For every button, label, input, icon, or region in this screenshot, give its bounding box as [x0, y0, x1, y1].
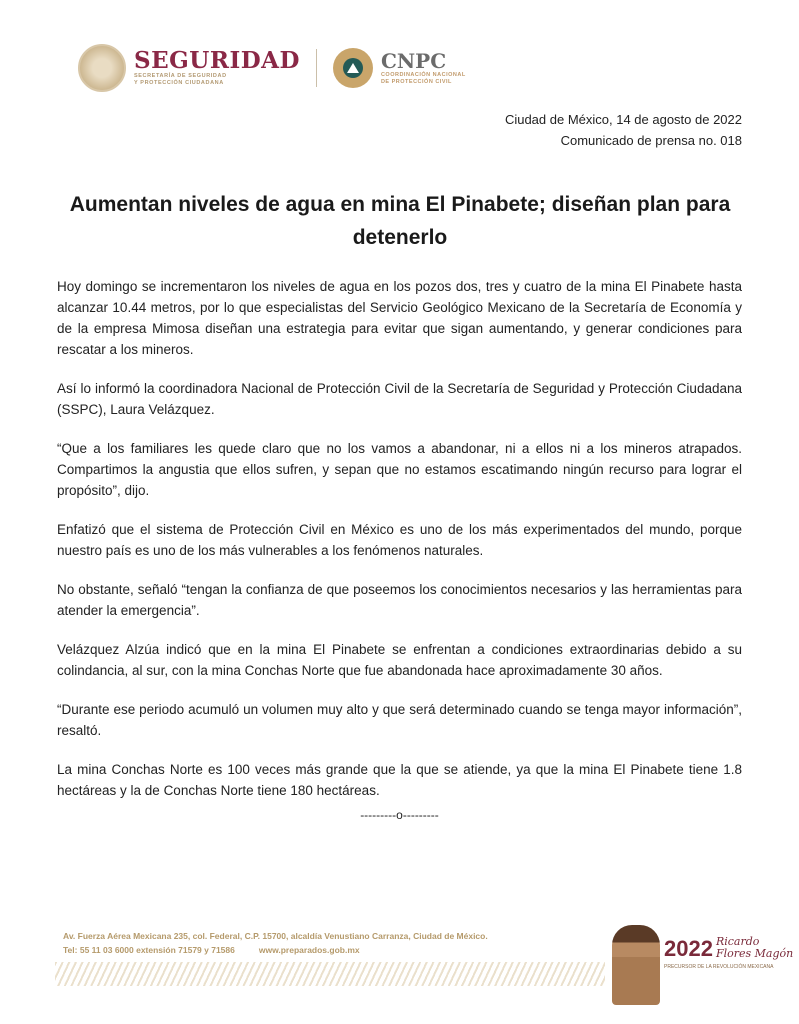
paragraph: “Durante ese periodo acumuló un volumen muy alto y que será determinado cuando se tenga mayor información”, resaltó. — [57, 702, 742, 738]
year-subtitle: PRECURSOR DE LA REVOLUCIÓN MEXICANA — [664, 964, 774, 970]
cnpc-subtitle-1: COORDINACIÓN NACIONAL — [380, 72, 466, 78]
mexico-coat-of-arms-icon — [78, 44, 126, 92]
paragraph: Enfatizó que el sistema de Protección Civil en México es uno de los más experimentados del mundo, porque nuestro país es uno de los más vulnerables a los fenómenos naturales. — [57, 522, 742, 558]
cnpc-emblem-icon — [333, 48, 373, 88]
paragraph: Hoy domingo se incrementaron los niveles de agua en los pozos dos, tres y cuatro de la mina El Pinabete hasta alcanzar 10.44 metros, por lo que especialistas del Servicio Geológico Mexicano de la Secretaría de Economía y de la empresa Mimosa diseñan una estrategia para evitar que sigan aumentando, y generar condiciones para rescatar a los mineros. — [57, 279, 742, 357]
press-release-body — [57, 276, 742, 826]
footer-contact — [63, 929, 488, 957]
seguridad-title: SEGURIDAD — [134, 47, 300, 74]
end-separator: ---------o--------- — [360, 808, 439, 822]
footer-phone: Tel: 55 11 03 6000 extensión 71579 y 71586 — [63, 945, 235, 955]
letterhead — [78, 40, 466, 96]
paragraph: Así lo informó la coordinadora Nacional de Protección Civil de la Secretaría de Seguridad y Protección Ciudadana (SSPC), Laura Velázquez. — [57, 381, 742, 417]
cnpc-subtitle-2: DE PROTECCIÓN CIVIL — [380, 79, 452, 85]
place-date: Ciudad de México, 14 de agosto de 2022 — [504, 112, 742, 127]
seguridad-logo — [134, 49, 300, 87]
press-release-title: Aumentan niveles de agua en mina El Pinabete; diseñan plan para detenerlo — [69, 193, 731, 249]
release-number: Comunicado de prensa no. 018 — [560, 133, 742, 148]
flores-magon-portrait-icon — [612, 925, 660, 1005]
logo-divider — [316, 49, 317, 87]
cnpc-title: CNPC — [380, 49, 447, 73]
paragraph: La mina Conchas Norte es 100 veces más grande que la que se atiende, ya que la mina El Pinabete tiene 1.8 hectáreas y la de Conchas Norte tiene 180 hectáreas. — [57, 762, 742, 798]
year-name: Ricardo Flores Magón — [715, 935, 794, 960]
seguridad-subtitle-2: Y PROTECCIÓN CIUDADANA — [134, 80, 224, 86]
decorative-pattern — [55, 962, 605, 986]
paragraph: Velázquez Alzúa indicó que en la mina El Pinabete se enfrentan a condiciones extraordinarias debido a su colindancia, al sur, con la mina Conchas Norte que fue abandonada hace aproximadamente 30 años. — [57, 642, 742, 678]
year-number: 2022 — [664, 936, 713, 961]
dateline — [505, 109, 742, 151]
footer-website-link[interactable]: www.preparados.gob.mx — [258, 945, 360, 955]
year-logo — [664, 936, 796, 971]
cnpc-logo — [381, 50, 466, 86]
paragraph: No obstante, señaló “tengan la confianza de que poseemos los conocimientos necesarios y las herramientas para atender la emergencia”. — [57, 582, 742, 618]
paragraph: “Que a los familiares les quede claro que no los vamos a abandonar, ni a ellos ni a los mineros atrapados. Compartimos la angustia que ellos sufren, y sepan que no estamos escatimando ningún recurso para lograr el propósito”, dijo. — [57, 441, 742, 498]
footer-address: Av. Fuerza Aérea Mexicana 235, col. Federal, C.P. 15700, alcaldía Venustiano Carranza, Ciudad de México. — [63, 931, 488, 941]
seguridad-subtitle-1: SECRETARÍA DE SEGURIDAD — [134, 73, 227, 79]
